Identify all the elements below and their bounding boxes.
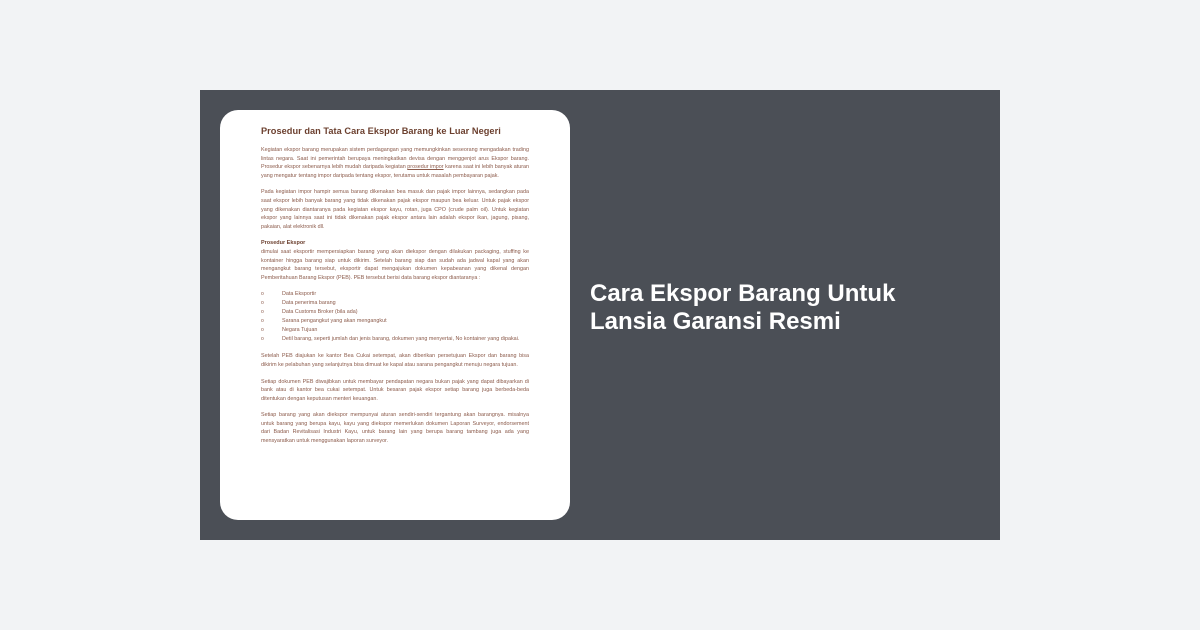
document-paragraph-6: Setiap barang yang akan diekspor mempunyai aturan sendiri-sendiri tergantung akan barangnya. misalnya untuk barang yang berupa kayu, kayu yang diekspor memerlukan dokumen Laporan Surveyor, endorsement dari Badan Revitalisasi Industri Kayu, untuk barang lain yang berupa barang tambang juga ada yang mensyaratkan untuk menggunakan laporan surveyor. <box>261 412 529 445</box>
section-heading: Prosedur Ekspor <box>261 240 306 247</box>
bullet-icon: o <box>261 336 264 343</box>
list-item-text: Data Customs Broker (bila ada) <box>282 309 358 316</box>
document-paragraph-2: Pada kegiatan impor hampir semua barang dikenakan bea masuk dan pajak impor lainnya, sedangkan pada saat ekspor lebih banyak barang yang tidak dikenakan pajak ekspor maupun bea keluar. Untuk pajak ekspor yang dikenakan diantaranya pada kegiatan ekspor kayu, rotan, juga CPO (crude palm oil). Untuk kegiatan ekspor yang lainnya saat ini tidak dikenakan pajak ekspor antara lain adalah ekspor ikan, jagung, pisang, pakaian, alat elektronik dll. <box>261 189 529 230</box>
document-paragraph-1 <box>261 146 529 180</box>
list-item-text: Data Eksportir <box>282 291 317 298</box>
document-list <box>261 290 529 344</box>
document-paragraph-5: Setiap dokumen PEB diwajibkan untuk membayar pendapatan negara bukan pajak yang dapat dibayarkan di bank atau di kantor bea cukai setempat. Untuk besaran pajak ekspor setiap barang juga berbeda-beda ditentukan dengan keputusan menteri keuangan. <box>261 378 529 402</box>
list-item <box>261 290 529 299</box>
list-item <box>261 299 529 308</box>
list-item-text: Negara Tujuan <box>282 327 318 334</box>
bullet-icon: o <box>261 327 264 334</box>
bullet-icon: o <box>261 291 264 298</box>
document-content <box>261 126 529 454</box>
bullet-icon: o <box>261 318 264 325</box>
list-item-text: Sarana pengangkut yang akan mengangkut <box>282 318 387 325</box>
list-item-text: Detil barang, seperti jumlah dan jenis barang, dokumen yang menyertai, No kontainer yang dipakai. <box>282 336 520 343</box>
paragraph-text: karena saat ini lebih banyak aturan yang mengatur tentang impor daripada tentang ekspor, terutama untuk masalah pembayaran pajak. <box>261 164 529 179</box>
article-card <box>200 90 1000 540</box>
document-paragraph-3: dimulai saat eksportir mempersiapkan barang yang akan diekspor dengan dilakukan packaging, stuffing ke kontainer hingga barang siap untuk dikirim. Setelah barang siap dan sudah ada jadwal kapal yang akan mengangkut barang tersebut, eksportir dapat mengajukan dokumen kepabeanan yang dikenal dengan Pemberitahuan Barang Ekspor (PEB). PEB tersebut berisi data barang ekspor diantaranya : <box>261 248 529 281</box>
article-headline[interactable]: Cara Ekspor Barang Untuk Lansia Garansi Resmi <box>590 280 896 335</box>
bullet-icon: o <box>261 300 264 307</box>
bullet-icon: o <box>261 309 264 316</box>
paragraph-text: Kegiatan ekspor barang merupakan sistem perdagangan yang memungkinkan seseorang mengadakan trading lintas negara. Saat ini pemerintah berupaya meningkatkan devisa dengan menggenjot arus Ekspor barang. Prosedur ekspor sebenarnya lebih mudah daripada kegiatan <box>261 147 529 171</box>
list-item <box>261 308 529 317</box>
list-item <box>261 326 529 335</box>
prosedur-impor-link: prosedur impor <box>407 164 444 171</box>
list-item <box>261 335 529 344</box>
list-item <box>261 317 529 326</box>
document-paragraph-4: Setelah PEB diajukan ke kantor Bea Cukai setempat, akan diberikan persetujuan Ekspor dan barang bisa dikirim ke pelabuhan yang selanjutnya bisa dimuat ke kapal atau sarana pengangkut menuju negara tujuan. <box>261 353 529 368</box>
document-image <box>220 110 570 520</box>
list-item-text: Data penerima barang <box>282 300 336 307</box>
document-title: Prosedur dan Tata Cara Ekspor Barang ke Luar Negeri <box>261 126 501 136</box>
